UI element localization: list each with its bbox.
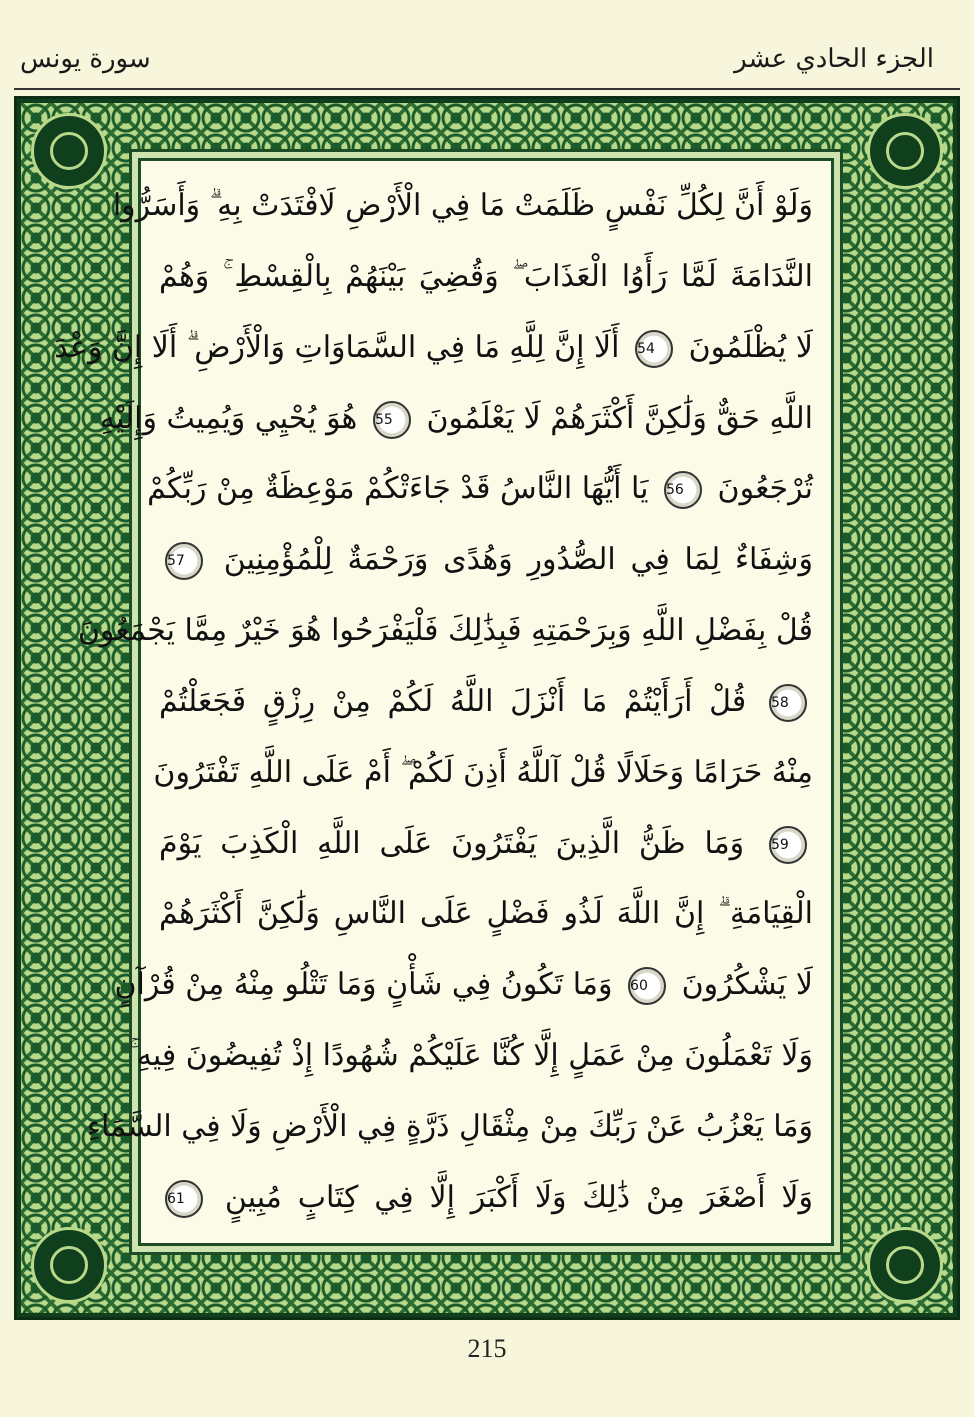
verse-text: وَلَا أَصْغَرَ مِنْ ذَٰلِكَ وَلَا أَكْبَرَ إِلَّا فِي كِتَابٍ مُبِينٍ bbox=[224, 1179, 813, 1215]
verse-line bbox=[159, 529, 813, 591]
verse-text: مِنْهُ حَرَامًا وَحَلَالًا قُلْ آللَّهُ أَذِنَ لَكُمْ ۖ أَمْ عَلَى اللَّهِ تَفْتَرُونَ bbox=[153, 754, 813, 790]
corner-ornament-icon bbox=[867, 113, 943, 189]
corner-ornament-icon bbox=[31, 113, 107, 189]
verse-text: وَمَا يَعْزُبُ عَنْ رَبِّكَ مِنْ مِثْقَالِ ذَرَّةٍ فِي الْأَرْضِ وَلَا فِي السَّمَاءِ bbox=[86, 1108, 813, 1144]
verse-line bbox=[147, 458, 813, 520]
verse-line bbox=[99, 388, 813, 450]
verse-line bbox=[159, 671, 813, 733]
corner-ornament-icon bbox=[867, 1227, 943, 1303]
verse-line bbox=[159, 813, 813, 875]
quran-text-panel bbox=[54, 158, 834, 1246]
verse-lines bbox=[54, 175, 813, 1229]
verse-line bbox=[153, 742, 813, 804]
verse-text: قُلْ بِفَضْلِ اللَّهِ وَبِرَحْمَتِهِ فَبِذَٰلِكَ فَلْيَفْرَحُوا هُوَ خَيْرٌ مِمَّا يَجْمَعُونَ bbox=[77, 613, 813, 649]
verse-text: وَشِفَاءٌ لِمَا فِي الصُّدُورِ وَهُدًى وَرَحْمَةٌ لِلْمُؤْمِنِينَ bbox=[223, 542, 813, 578]
verse-text: وَمَا ظَنُّ الَّذِينَ يَفْتَرُونَ عَلَى اللَّهِ الْكَذِبَ يَوْمَ bbox=[159, 825, 745, 861]
verse-line bbox=[159, 883, 813, 945]
verse-text: وَمَا تَكُونُ فِي شَأْنٍ وَمَا تَتْلُو مِنْهُ مِنْ قُرْآنٍ bbox=[114, 967, 613, 1003]
verse-text: تُرْجَعُونَ bbox=[717, 471, 813, 507]
ayah-number-marker: 55 bbox=[373, 401, 411, 439]
verse-text: الْقِيَامَةِ ۗ إِنَّ اللَّهَ لَذُو فَضْلٍ عَلَى النَّاسِ وَلَٰكِنَّ أَكْثَرَهُمْ bbox=[159, 896, 813, 932]
page-header bbox=[0, 36, 974, 96]
corner-ornament-icon bbox=[31, 1227, 107, 1303]
verse-line bbox=[86, 1096, 813, 1158]
verse-text: اللَّهِ حَقٌّ وَلَٰكِنَّ أَكْثَرَهُمْ لَا يَعْلَمُونَ bbox=[426, 400, 813, 436]
verse-line bbox=[54, 317, 813, 379]
verse-line bbox=[114, 954, 813, 1016]
verse-line bbox=[77, 600, 813, 662]
header-rule bbox=[14, 88, 960, 90]
verse-text: لَا يُظْلَمُونَ bbox=[688, 329, 813, 365]
verse-line bbox=[159, 246, 813, 308]
ayah-number-marker: 58 bbox=[769, 684, 807, 722]
verse-text: النَّدَامَةَ لَمَّا رَأَوُا الْعَذَابَ ۖ وَقُضِيَ بَيْنَهُمْ بِالْقِسْطِ ۚ وَهُمْ bbox=[159, 258, 813, 294]
verse-text: لَا يَشْكُرُونَ bbox=[681, 967, 813, 1003]
ayah-number-marker: 56 bbox=[664, 471, 702, 509]
ayah-number-marker: 61 bbox=[165, 1180, 203, 1218]
verse-text: قُلْ أَرَأَيْتُمْ مَا أَنْزَلَ اللَّهُ لَكُمْ مِنْ رِزْقٍ فَجَعَلْتُمْ bbox=[159, 683, 747, 719]
surah-title: سورة يونس bbox=[20, 44, 151, 74]
ayah-number-marker: 59 bbox=[769, 826, 807, 864]
verse-text: هُوَ يُحْيِي وَيُمِيتُ وَإِلَيْهِ bbox=[99, 400, 358, 436]
verse-text: وَلَا تَعْمَلُونَ مِنْ عَمَلٍ إِلَّا كُنَّا عَلَيْكُمْ شُهُودًا إِذْ تُفِيضُونَ فِيهِ ۚ bbox=[129, 1038, 813, 1074]
verse-line bbox=[112, 175, 813, 237]
verse-line bbox=[129, 1025, 813, 1087]
ayah-number-marker: 60 bbox=[628, 967, 666, 1005]
page-number: 215 bbox=[467, 1334, 507, 1363]
ayah-number-marker: 57 bbox=[165, 542, 203, 580]
verse-line bbox=[159, 1167, 813, 1229]
verse-text: يَا أَيُّهَا النَّاسُ قَدْ جَاءَتْكُمْ مَوْعِظَةٌ مِنْ رَبِّكُمْ bbox=[147, 471, 649, 507]
verse-text: وَلَوْ أَنَّ لِكُلِّ نَفْسٍ ظَلَمَتْ مَا فِي الْأَرْضِ لَافْتَدَتْ بِهِ ۗ وَأَسَرُّوا bbox=[112, 188, 813, 223]
ayah-number-marker: 54 bbox=[635, 330, 673, 368]
verse-text: أَلَا إِنَّ لِلَّهِ مَا فِي السَّمَاوَاتِ وَالْأَرْضِ ۗ أَلَا إِنَّ وَعْدَ bbox=[54, 329, 620, 365]
juz-title: الجزء الحادي عشر bbox=[734, 44, 934, 74]
